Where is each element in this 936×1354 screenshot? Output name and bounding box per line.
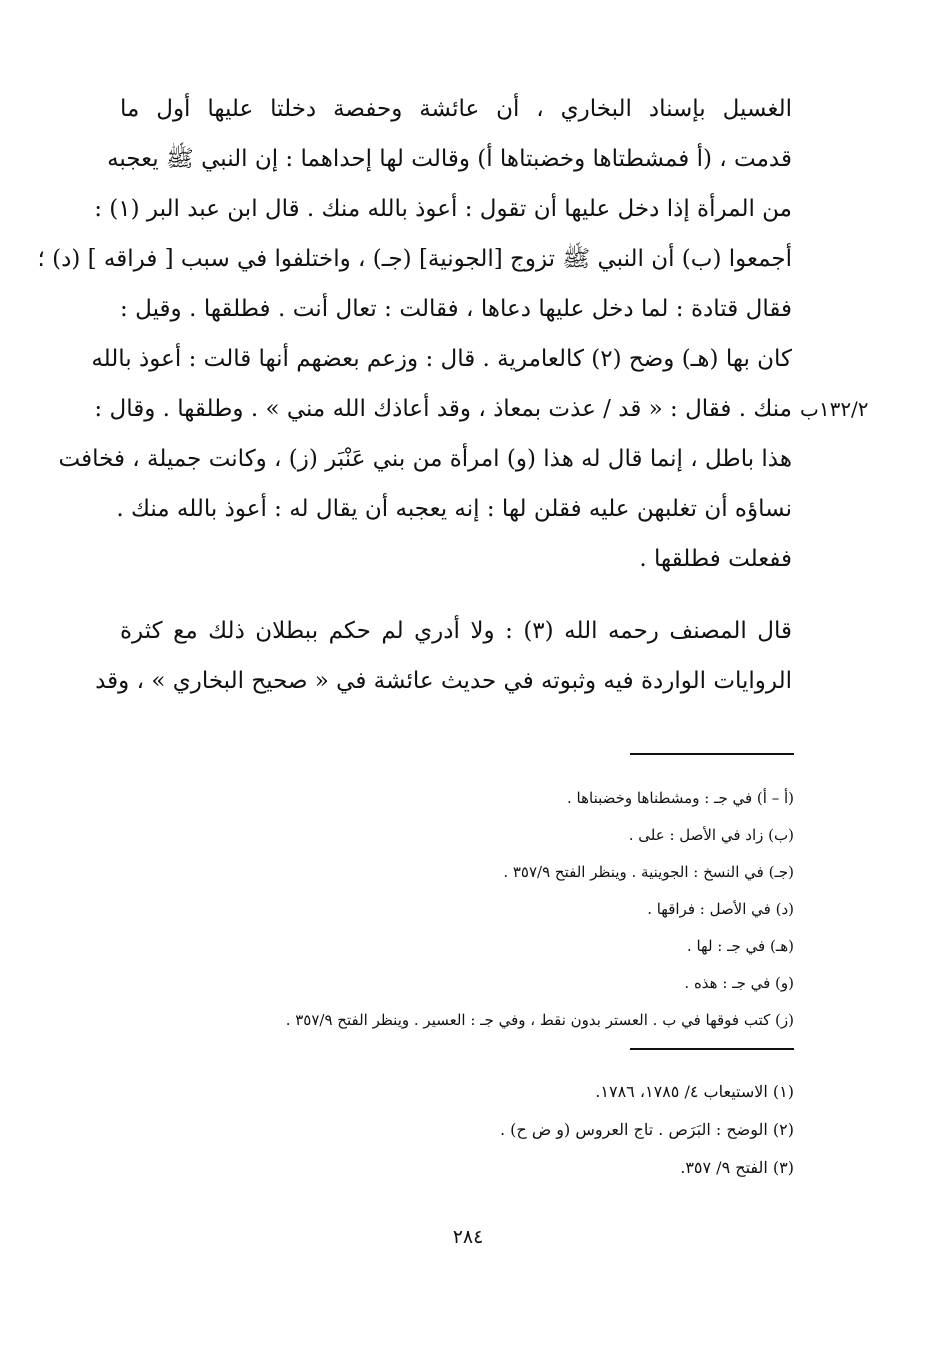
footnote: (أ – أ) في جـ : ومشطناها وخضبناها . — [566, 789, 794, 807]
manuscript-folio-marker: ١٣٢/٢ب — [800, 397, 869, 421]
footnote-divider — [630, 1048, 794, 1050]
footnote: (د) في الأصل : فراقها . — [647, 900, 794, 918]
page-number: ٢٨٤ — [452, 1226, 484, 1248]
footnote: (ب) زاد في الأصل : على . — [628, 826, 794, 844]
text-line: أجمعوا (ب) أن النبي ﷺ تزوج [الجونية] (جـ) ، واختلفوا في سبب [ فراقه ] (د) ؛ — [37, 246, 792, 272]
footnote: (١) الاستيعاب ٤/ ١٧٨٥، ١٧٨٦. — [595, 1082, 794, 1101]
text-line: كان بها (هـ) وضح (٢) كالعامرية . قال : وزعم بعضهم أنها قالت : أعوذ بالله — [91, 346, 792, 372]
text-line: منك . فقال : « قد / عذت بمعاذ ، وقد أعاذك الله مني » . وطلقها . وقال : — [94, 396, 792, 422]
footnote: (ز) كتب فوقها في ب . العستر بدون نقط ، وفي جـ : العسير . وينظر الفتح ٣٥٧/٩ . — [285, 1011, 794, 1029]
text-line: قدمت ، (أ فمشطتاها وخضبتاها أ) وقالت لها إحداهما : إن النبي ﷺ يعجبه — [107, 146, 792, 172]
text-line: الروايات الواردة فيه وثبوته في حديث عائشة في « صحيح البخاري » ، وقد — [95, 668, 792, 694]
text-line: فقال قتادة : لما دخل عليها دعاها ، فقالت : تعال أنت . فطلقها . وقيل : — [120, 296, 792, 322]
footnote: (و) في جـ : هذه . — [684, 974, 794, 992]
text-line: ففعلت فطلقها . — [639, 546, 792, 572]
footnote: (٢) الوضح : البَرَص . تاج العروس (و ض ح) . — [500, 1120, 794, 1139]
text-line: قال المصنف رحمه الله (٣) : ولا أدري لم حكم ببطلان ذلك مع كثرة — [120, 618, 792, 644]
footnote: (هـ) في جـ : لها . — [686, 937, 794, 955]
footnote: (جـ) في النسخ : الجوينية . وينظر الفتح ٣٥٧/٩ . — [503, 863, 794, 881]
text-line: نساؤه أن تغلبهن عليه فقلن لها : إنه يعجبه أن يقال له : أعوذ بالله منك . — [116, 496, 792, 522]
text-line: هذا باطل ، إنما قال له هذا (و) امرأة من بني عَنْبَر (ز) ، وكانت جميلة ، فخافت — [58, 446, 792, 472]
footnote: (٣) الفتح ٩/ ٣٥٧. — [680, 1158, 794, 1177]
footnote-divider — [630, 753, 794, 755]
text-line: الغسيل بإسناد البخاري ، أن عائشة وحفصة دخلتا عليها أول ما — [120, 96, 792, 122]
text-line: من المرأة إذا دخل عليها أن تقول : أعوذ بالله منك . قال ابن عبد البر (١) : — [94, 196, 792, 222]
